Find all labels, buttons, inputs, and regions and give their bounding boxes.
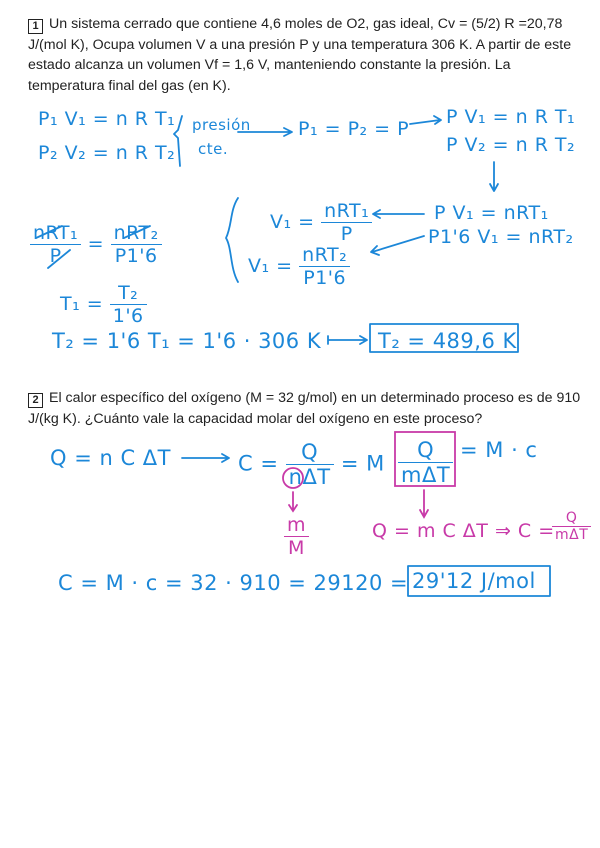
t2-final-line: T₂ = 1'6 T₁ = 1'6 · 306 K bbox=[52, 329, 322, 353]
problem-2-statement bbox=[28, 388, 584, 429]
c-den-n: n bbox=[288, 465, 303, 489]
box-num: Q bbox=[417, 438, 435, 462]
c-num: Q bbox=[301, 440, 319, 464]
problem-1-number: 1 bbox=[28, 19, 43, 34]
boxed-fraction bbox=[398, 438, 453, 487]
ratio-eq-sign: = bbox=[87, 233, 105, 255]
arrow-right-icon-3 bbox=[328, 336, 367, 344]
brace-center-icon bbox=[226, 198, 238, 282]
ratio-den-2: P1'6 bbox=[111, 244, 162, 267]
q-mag-equation: Q = m C ΔT ⇒ C = bbox=[372, 520, 555, 542]
note-presion: presión bbox=[192, 116, 251, 134]
arrow-down-icon-mag-2 bbox=[420, 490, 428, 517]
v1-lhs-2: V₁ = bbox=[248, 255, 293, 277]
q-mag-fraction bbox=[552, 510, 591, 543]
substitution-fraction bbox=[284, 514, 309, 559]
arrow-down-icon bbox=[490, 162, 498, 191]
problem-1-statement bbox=[28, 14, 584, 96]
eq-right-1: P V₁ = n R T₁ bbox=[446, 106, 576, 128]
v1-equation-2 bbox=[248, 244, 350, 289]
c-lhs: C = bbox=[238, 451, 279, 476]
mid-eq-1: P V₁ = nRT₁ bbox=[434, 202, 549, 224]
v1-lhs-1: V₁ = bbox=[270, 211, 315, 233]
sub-num: m bbox=[287, 514, 307, 536]
eq-m: = M bbox=[340, 451, 385, 476]
eq-right-2: P V₂ = n R T₂ bbox=[446, 134, 576, 156]
q-mag-den: mΔT bbox=[552, 526, 591, 543]
problem-1-text: Un sistema cerrado que contiene 4,6 moles de O2, gas ideal, Cv = (5/2) R =20,78 J/(mol K), Ocupa volumen V a una presión P y una temperatura 306 K. A partir de este estado alcanza un volumen Vf = 1,6 V, manteniendo constante la presión. La temperatura final del gas (en K). bbox=[28, 16, 572, 94]
t1-den: 1'6 bbox=[110, 304, 147, 327]
ratio-den-1: P bbox=[30, 244, 81, 267]
eq-pressure-constant: P₁ = P₂ = P bbox=[298, 118, 410, 140]
t1-equation bbox=[60, 282, 147, 327]
q-equation: Q = n C ΔT bbox=[50, 446, 171, 470]
c-result: 29'12 J/mol bbox=[412, 569, 536, 593]
t1-num: T₂ bbox=[118, 282, 139, 304]
arrow-left-icon-2 bbox=[371, 236, 424, 255]
v1-den-1: P bbox=[321, 222, 372, 245]
eq-ideal-gas-1: P₁ V₁ = n R T₁ bbox=[38, 108, 176, 130]
c-equation bbox=[238, 440, 385, 489]
note-cte: cte. bbox=[198, 140, 229, 158]
c-den-rest: ΔT bbox=[302, 465, 331, 489]
q-mag-num: Q bbox=[565, 510, 578, 526]
arrow-left-icon bbox=[373, 210, 424, 218]
problem-2-number: 2 bbox=[28, 393, 43, 408]
arrow-down-icon-mag bbox=[289, 492, 297, 511]
v1-den-2: P1'6 bbox=[299, 266, 350, 289]
c-final-line: C = M · c = 32 · 910 = 29120 = bbox=[58, 571, 409, 595]
problem-2-text: El calor específico del oxígeno (M = 32 g/mol) en un determinado proceso es de 910 J/(kg K). ¿Cuánto vale la capacidad molar del oxígeno en este proceso? bbox=[28, 390, 581, 427]
eq-ideal-gas-2: P₂ V₂ = n R T₂ bbox=[38, 142, 176, 164]
t2-result: T₂ = 489,6 K bbox=[378, 329, 517, 353]
arrow-right-icon-2 bbox=[410, 116, 441, 124]
ratio-num-2: nRT₂ bbox=[113, 222, 159, 244]
eq-mc: = M · c bbox=[460, 438, 538, 462]
ratio-num-1: nRT₁ bbox=[33, 222, 79, 244]
arrow-right-icon-4 bbox=[182, 454, 229, 462]
mid-eq-2: P1'6 V₁ = nRT₂ bbox=[428, 226, 574, 248]
v1-num-2: nRT₂ bbox=[302, 244, 348, 266]
box-den: mΔT bbox=[398, 462, 453, 487]
ratio-equation bbox=[30, 222, 162, 267]
t1-lhs: T₁ = bbox=[60, 293, 104, 315]
v1-num-1: nRT₁ bbox=[324, 200, 370, 222]
v1-equation-1 bbox=[270, 200, 372, 245]
sub-den: M bbox=[284, 536, 309, 559]
